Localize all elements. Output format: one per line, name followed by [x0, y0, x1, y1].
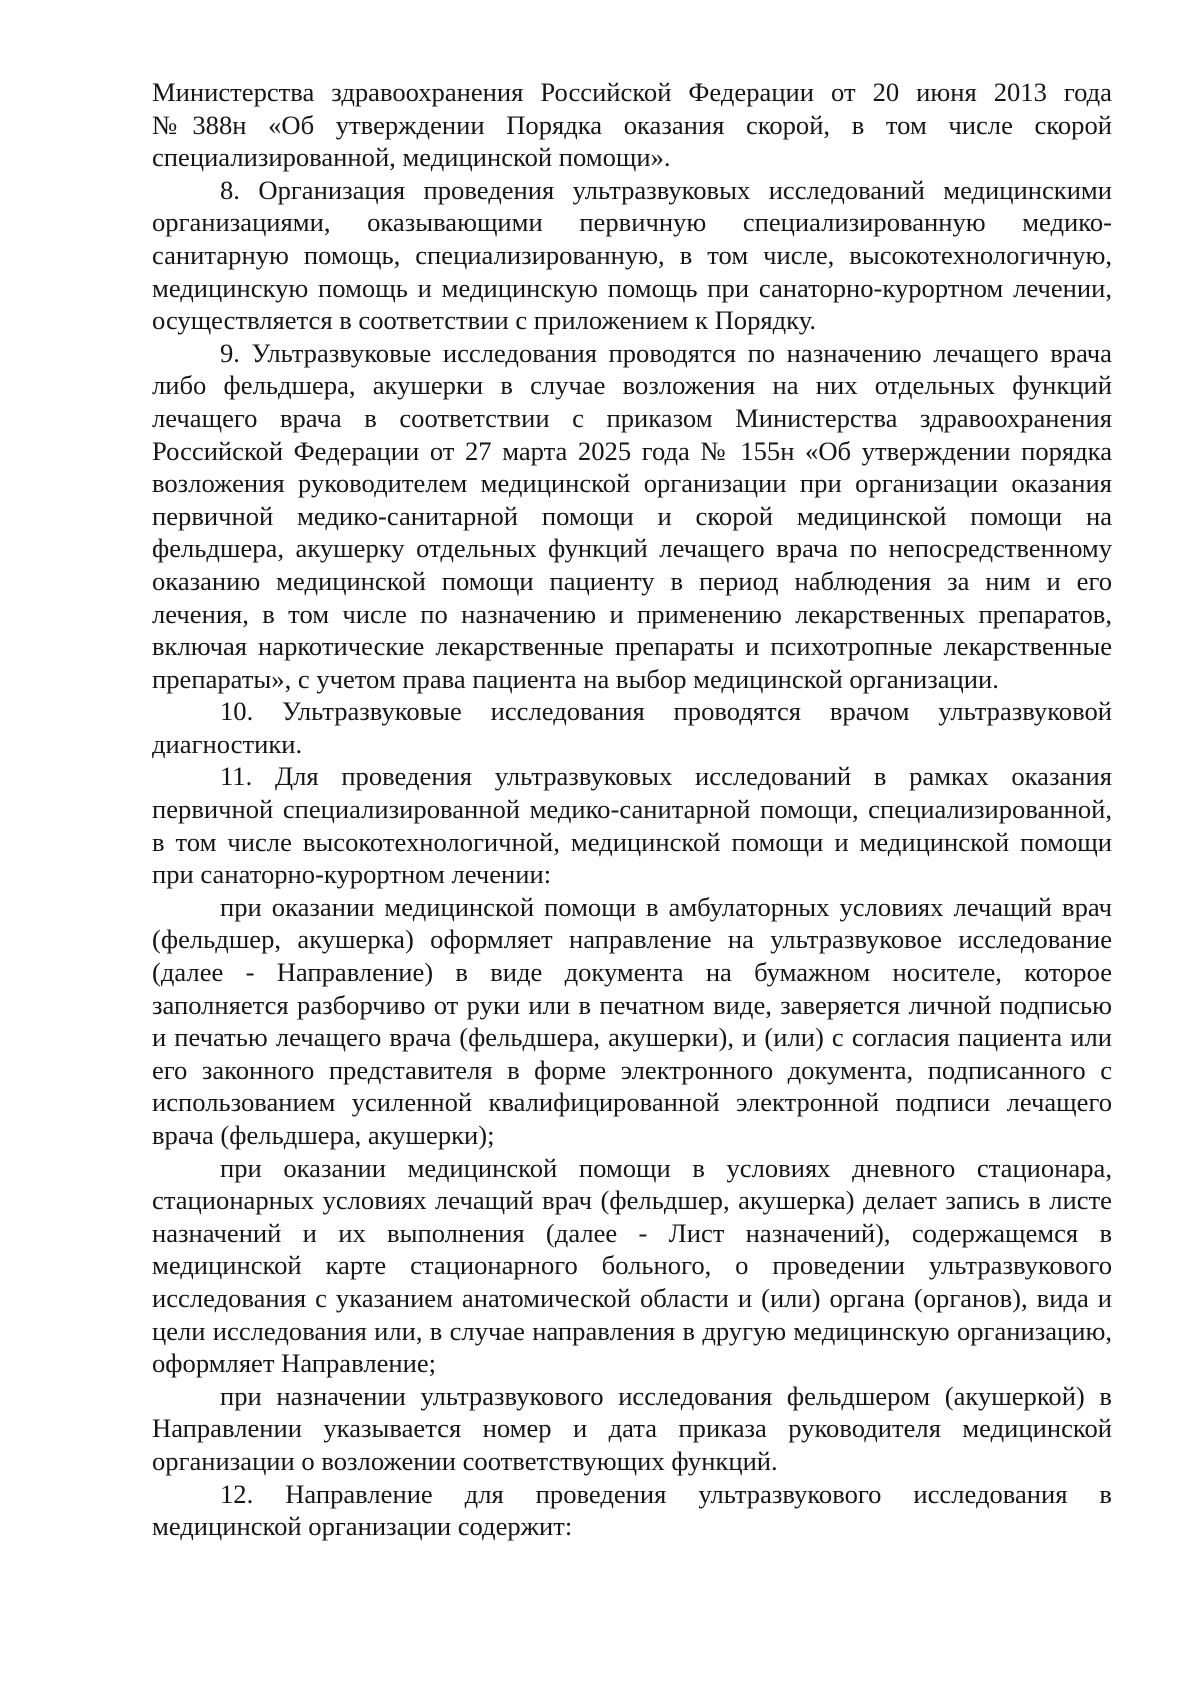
paragraph-10: 10. Ультразвуковые исследования проводятся врачом ультразвуковой диагностики. — [152, 696, 1112, 759]
paragraph-11-outpatient: при оказании медицинской помощи в амбулаторных условиях лечащий врач (фельдшер, акушерка) оформляет направление на ультразвуковое исследование (далее - Направление) в виде документа на бумажном носителе, которое заполняется разборчиво от руки или в печатном виде, заверяется личной подписью и печатью лечащего врача (фельдшера, акушерки), и (или) с согласия пациента или его законного представителя в форме электронного документа, подписанного с использованием усиленной квалифицированной электронной подписи лечащего врача (фельдшера, акушерки); — [152, 891, 1112, 1150]
paragraph-8: 8. Организация проведения ультразвуковых исследований медицинскими организациями, оказывающими первичную специализированную медико-санитарную помощь, специализированную, в том числе, высокотехнологичную, медицинскую помощь и медицинскую помощь при санаторно-курортном лечении, осуществляется в соответствии с приложением к Порядку. — [152, 174, 1112, 336]
paragraph-9: 9. Ультразвуковые исследования проводятся по назначению лечащего врача либо фельдшера, акушерки в случае возложения на них отдельных функций лечащего врача в соответствии с приказом Министерства здравоохранения Российской Федерации от 27 марта 2025 года № 155н «Об утверждении порядка возложения руководителем медицинской организации при организации оказания первичной медико-санитарной помощи и скорой медицинской помощи на фельдшера, акушерку отдельных функций лечащего врача по непосредственному оказанию медицинской помощи пациенту в период наблюдения за ним и его лечения, в том числе по назначению и применению лекарственных препаратов, включая наркотические лекарственные препараты и психотропные лекарственные препараты», с учетом права пациента на выбор медицинской организации. — [152, 337, 1112, 694]
paragraph-11-inpatient: при оказании медицинской помощи в условиях дневного стационара, стационарных условиях лечащий врач (фельдшер, акушерка) делает запись в листе назначений и их выполнения (далее - Лист назначений), содержащемся в медицинской карте стационарного больного, о проведении ультразвукового исследования с указанием анатомической области и (или) органа (органов), вида и цели исследования или, в случае направления в другую медицинскую организацию, оформляет Направление; — [152, 1152, 1112, 1379]
paragraph-11-paramedic: при назначении ультразвукового исследования фельдшером (акушеркой) в Направлении указывается номер и дата приказа руководителя медицинской организации о возложении соответствующих функций. — [152, 1380, 1112, 1476]
document-body — [152, 76, 1112, 1543]
paragraph-12: 12. Направление для проведения ультразвукового исследования в медицинской организации содержит: — [152, 1478, 1112, 1542]
paragraph-intro-continuation: Министерства здравоохранения Российской Федерации от 20 июня 2013 года №388н «Об утверждении Порядка оказания скорой, в том числе скорой специализированной, медицинской помощи». — [152, 77, 1112, 173]
paragraph-11: 11. Для проведения ультразвуковых исследований в рамках оказания первичной специализированной медико-санитарной помощи, специализированной, в том числе высокотехнологичной, медицинской помощи и медицинской помощи при санаторно-курортном лечении: — [152, 761, 1112, 890]
